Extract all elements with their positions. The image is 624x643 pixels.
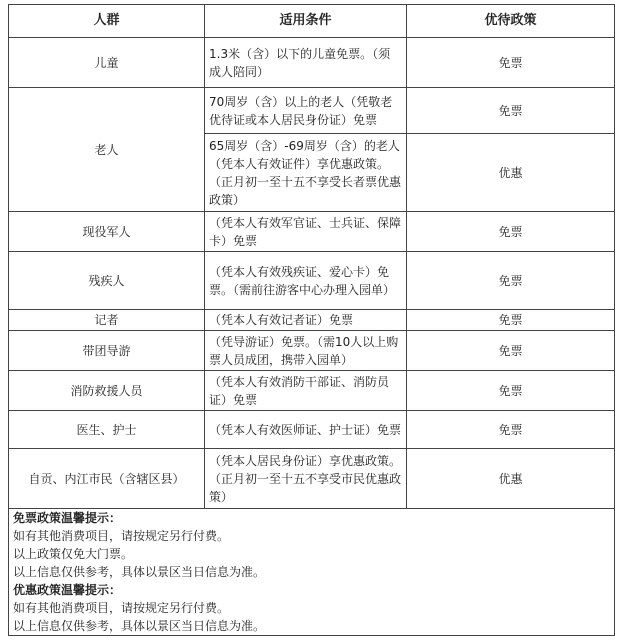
- discount-note-line: 如有其他消费项目，请按规定另行付费。: [13, 601, 230, 615]
- table-row: [9, 88, 615, 134]
- policy-cell: 免票: [407, 310, 615, 331]
- table-row: [9, 331, 615, 371]
- condition-cell: （凭本人有效医师证、护士证）免票: [205, 411, 407, 449]
- policy-cell: 优惠: [407, 134, 615, 212]
- table-row: [9, 212, 615, 252]
- header-group: 人群: [9, 5, 205, 38]
- group-cell: 医生、护士: [9, 411, 205, 449]
- condition-cell: 65周岁（含）-69周岁（含）的老人（凭本人有效证件）享优惠政策。（正月初一至十五不享受长者票优惠政策）: [205, 134, 407, 212]
- notes-row: [9, 509, 615, 636]
- notes-cell: [9, 509, 615, 636]
- condition-cell: 1.3米（含）以下的儿童免票。（须成人陪同）: [205, 38, 407, 88]
- free-note-line: 以上信息仅供参考，具体以景区当日信息为准。: [13, 565, 266, 579]
- condition-cell: （凭导游证）免票。（需10人以上购票人员成团，携带入园单）: [205, 331, 407, 371]
- policy-cell: 免票: [407, 88, 615, 134]
- table-row: [9, 252, 615, 310]
- policy-cell: 免票: [407, 411, 615, 449]
- condition-cell: （凭本人有效残疾证、爱心卡）免票。（需前往游客中心办理入园单）: [205, 252, 407, 310]
- discount-note-line: 以上信息仅供参考，具体以景区当日信息为准。: [13, 619, 266, 633]
- table-row: [9, 449, 615, 509]
- free-note-line: 如有其他消费项目，请按规定另行付费。: [13, 529, 230, 543]
- group-cell: 记者: [9, 310, 205, 331]
- group-cell: 带团导游: [9, 331, 205, 371]
- policy-cell: 免票: [407, 252, 615, 310]
- table-row: [9, 371, 615, 411]
- header-policy: 优待政策: [407, 5, 615, 38]
- discount-notes-title: 优惠政策温馨提示：: [13, 583, 122, 597]
- policy-cell: 免票: [407, 212, 615, 252]
- policy-cell: 免票: [407, 331, 615, 371]
- ticket-policy-table: [8, 4, 615, 636]
- group-cell: 老人: [9, 88, 205, 212]
- condition-cell: （凭本人有效军官证、士兵证、保障卡）免票: [205, 212, 407, 252]
- group-cell: 儿童: [9, 38, 205, 88]
- free-note-line: 以上政策仅免大门票。: [13, 547, 134, 561]
- group-cell: 现役军人: [9, 212, 205, 252]
- header-condition: 适用条件: [205, 5, 407, 38]
- table-row: [9, 38, 615, 88]
- condition-cell: （凭本人居民身份证）享优惠政策。（正月初一至十五不享受市民优惠政策）: [205, 449, 407, 509]
- group-cell: 残疾人: [9, 252, 205, 310]
- condition-cell: 70周岁（含）以上的老人（凭敬老优待证或本人居民身份证）免票: [205, 88, 407, 134]
- table-row: [9, 411, 615, 449]
- header-row: [9, 5, 615, 38]
- policy-cell: 免票: [407, 371, 615, 411]
- group-cell: 消防救援人员: [9, 371, 205, 411]
- group-cell: 自贡、内江市民（含辖区县）: [9, 449, 205, 509]
- policy-cell: 免票: [407, 38, 615, 88]
- condition-cell: （凭本人有效消防干部证、消防员证）免票: [205, 371, 407, 411]
- table-row: [9, 310, 615, 331]
- policy-cell: 优惠: [407, 449, 615, 509]
- free-notes-title: 免票政策温馨提示：: [13, 511, 122, 525]
- condition-cell: （凭本人有效记者证）免票: [205, 310, 407, 331]
